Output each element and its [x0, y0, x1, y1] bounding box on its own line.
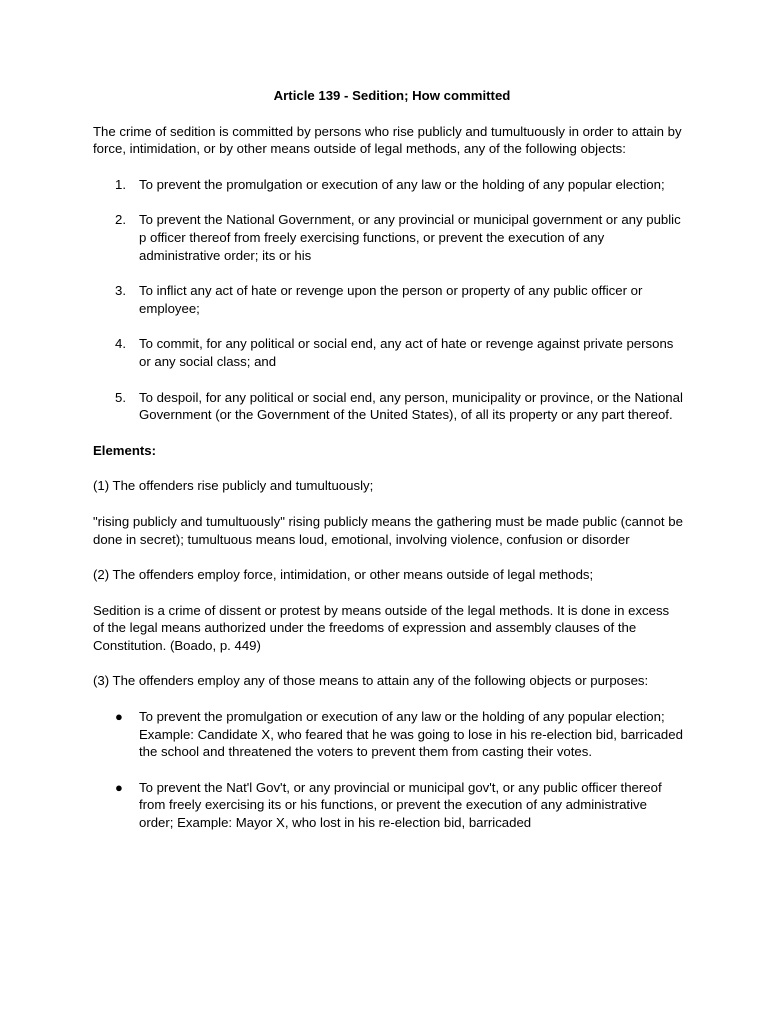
list-item-text: To commit, for any political or social end, any act of hate or revenge against private persons or any social class; and — [139, 336, 674, 369]
list-item-text: To prevent the promulgation or execution of any law or the holding of any popular election; — [139, 176, 665, 192]
bullet-icon: ● — [115, 709, 123, 725]
list-item — [93, 335, 683, 370]
document-title: Article 139 - Sedition; How committed — [273, 88, 511, 103]
list-number: 3. — [115, 283, 126, 299]
element-1: (1) The offenders rise publicly and tumultuously; — [93, 478, 374, 494]
element-2: (2) The offenders employ force, intimidation, or other means outside of legal methods; — [93, 567, 594, 583]
list-item — [93, 282, 683, 317]
list-item-text: To inflict any act of hate or revenge upon the person or property of any public officer or employee; — [139, 283, 643, 316]
document-page — [93, 87, 683, 850]
bullet-item-text: To prevent the promulgation or execution of any law or the holding of any popular election; Example: Candidate X, who feared that he was going to lose in his re-election bid, barricaded the school and threatened the voters to prevent them from casting their votes. — [139, 709, 683, 760]
intro-paragraph: The crime of sedition is committed by persons who rise publicly and tumultuously in order to attain by force, intimidation, or by other means outside of legal methods, any of the following objects: — [93, 123, 682, 157]
element-1-note: "rising publicly and tumultuously" rising publicly means the gathering must be made public (cannot be done in secret); tumultuous means loud, emotional, involving violence, confusion or disorder — [93, 513, 683, 547]
list-number: 1. — [115, 176, 126, 192]
bullet-icon: ● — [115, 779, 123, 795]
list-item — [93, 389, 683, 424]
element-3: (3) The offenders employ any of those means to attain any of the following objects or purposes: — [93, 673, 649, 689]
bullet-item — [93, 779, 683, 832]
list-item-text: To despoil, for any political or social end, any person, municipality or province, or the National Government (or the Government of the United States), of all its property or any part thereof. — [139, 389, 683, 423]
bullet-item — [93, 708, 683, 761]
list-item-text: To prevent the National Government, or any provincial or municipal government or any public p officer thereof from freely exercising functions, or prevent the execution of any administrative order; its or his — [139, 212, 681, 263]
numbered-list — [93, 176, 683, 424]
elements-heading: Elements: — [93, 442, 157, 458]
list-number: 4. — [115, 336, 126, 352]
bullet-item-text: To prevent the Nat'l Gov't, or any provincial or municipal gov't, or any public officer thereof from freely exercising its or his functions, or prevent the execution of any administrative order; Example: Mayor X, who lost in his re-election bid, barricaded — [139, 779, 662, 831]
list-item — [93, 211, 683, 264]
bullet-list — [93, 708, 683, 832]
list-number: 5. — [115, 389, 126, 405]
list-number: 2. — [115, 212, 126, 228]
list-item — [93, 176, 683, 194]
element-2-note: Sedition is a crime of dissent or protest by means outside of the legal methods. It is done in excess of the legal means authorized under the freedoms of expression and assembly clauses of the Constitution. (Boado, p. 449) — [93, 602, 670, 653]
